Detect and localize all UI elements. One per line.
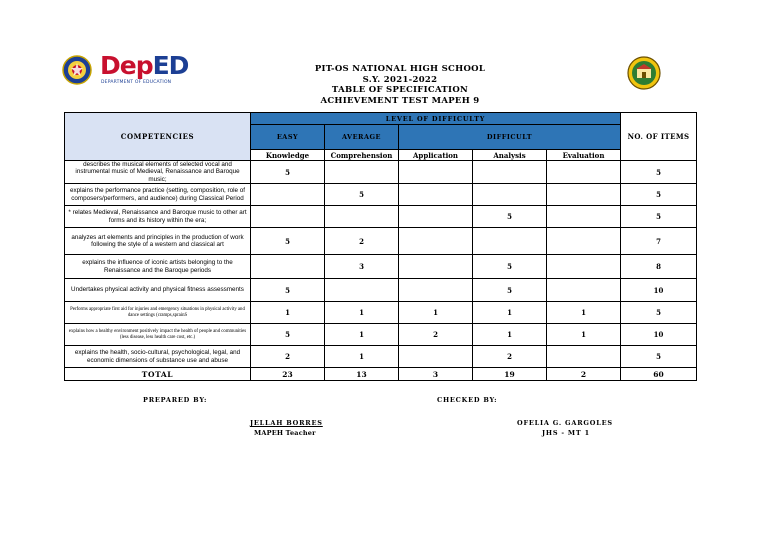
deped-logo: DepED — [100, 51, 189, 80]
test-title: ACHIEVEMENT TEST MAPEH 9 — [320, 95, 480, 106]
deped-seal-icon — [62, 55, 92, 85]
school-year: S.Y. 2021-2022 — [362, 74, 438, 85]
comprehension-header: Comprehension — [325, 150, 399, 161]
total-items: 60 — [621, 368, 697, 381]
analysis-cell: 5 — [473, 279, 547, 302]
competency-cell: Performs appropriate first aid for injuries and emergency situations in physical activity and dance settings (cramps,sprainS — [65, 302, 251, 324]
competency-cell: explains the influence of iconic artists belonging to the Renaissance and the Baroque periods — [65, 255, 251, 279]
total-application: 3 — [399, 368, 473, 381]
items-cell: 10 — [621, 324, 697, 346]
evaluation-cell — [547, 206, 621, 228]
application-cell — [399, 161, 473, 184]
competencies-header: COMPETENCIES — [65, 113, 251, 161]
comprehension-cell: 1 — [325, 346, 399, 368]
prepared-by-name: JELLAH BORRES — [250, 419, 323, 427]
comprehension-cell: 2 — [325, 228, 399, 255]
knowledge-header: Knowledge — [251, 150, 325, 161]
analysis-cell — [473, 161, 547, 184]
table-row — [65, 302, 697, 324]
analysis-cell — [473, 228, 547, 255]
competency-cell: Undertakes physical activity and physical fitness assessments — [65, 279, 251, 302]
items-cell: 7 — [621, 228, 697, 255]
knowledge-cell: 1 — [251, 302, 325, 324]
items-cell: 5 — [621, 161, 697, 184]
comprehension-cell: 5 — [325, 184, 399, 206]
analysis-cell: 2 — [473, 346, 547, 368]
knowledge-cell — [251, 206, 325, 228]
total-evaluation: 2 — [547, 368, 621, 381]
total-analysis: 19 — [473, 368, 547, 381]
application-cell — [399, 255, 473, 279]
competency-cell: analyzes art elements and principles in the production of work following the style of a western and classical art — [65, 228, 251, 255]
comprehension-cell — [325, 279, 399, 302]
items-cell: 5 — [621, 302, 697, 324]
checked-by-label: CHECKED BY: — [437, 396, 498, 404]
competency-cell: explains how a healthy environment positively impact the health of people and communities (less disease, less health care cost, etc.) — [65, 324, 251, 346]
knowledge-cell: 5 — [251, 161, 325, 184]
competency-cell: * relates Medieval, Renaissance and Baroque music to other art forms and its history within the era; — [65, 206, 251, 228]
knowledge-cell: 5 — [251, 324, 325, 346]
items-cell: 10 — [621, 279, 697, 302]
checked-by-title: JHS - MT 1 — [542, 429, 590, 437]
application-cell: 2 — [399, 324, 473, 346]
items-cell: 5 — [621, 184, 697, 206]
total-row — [65, 368, 697, 381]
comprehension-cell: 1 — [325, 302, 399, 324]
document-header — [250, 64, 550, 106]
knowledge-cell: 2 — [251, 346, 325, 368]
evaluation-cell — [547, 184, 621, 206]
comprehension-cell: 1 — [325, 324, 399, 346]
knowledge-cell: 5 — [251, 228, 325, 255]
total-comprehension: 13 — [325, 368, 399, 381]
analysis-cell: 5 — [473, 206, 547, 228]
total-label: TOTAL — [65, 368, 251, 381]
competency-cell: explains the performance practice (setting, composition, role of composers/performers, and audience) during Classical Period — [65, 184, 251, 206]
checked-by-name: OFELIA G. GARGOLES — [517, 419, 613, 427]
application-header: Application — [399, 150, 473, 161]
document-title: TABLE OF SPECIFICATION — [331, 85, 469, 95]
evaluation-cell: 1 — [547, 302, 621, 324]
evaluation-cell — [547, 279, 621, 302]
table-row — [65, 206, 697, 228]
items-header: NO. OF ITEMS — [621, 113, 697, 161]
application-cell: 1 — [399, 302, 473, 324]
average-header: AVERAGE — [325, 125, 399, 150]
evaluation-header: Evaluation — [547, 150, 621, 161]
analysis-cell — [473, 184, 547, 206]
table-row — [65, 279, 697, 302]
evaluation-cell — [547, 255, 621, 279]
table-row — [65, 228, 697, 255]
school-seal-icon — [627, 56, 661, 90]
evaluation-cell — [547, 228, 621, 255]
evaluation-cell — [547, 161, 621, 184]
table-row — [65, 346, 697, 368]
table-row — [65, 324, 697, 346]
application-cell — [399, 206, 473, 228]
evaluation-cell: 1 — [547, 324, 621, 346]
difficult-header: DIFFICULT — [399, 125, 621, 150]
knowledge-cell — [251, 184, 325, 206]
prepared-by-title: MAPEH Teacher — [254, 429, 316, 437]
level-of-difficulty-header: LEVEL OF DIFFICULTY — [251, 113, 621, 125]
comprehension-cell: 3 — [325, 255, 399, 279]
items-cell: 8 — [621, 255, 697, 279]
comprehension-cell — [325, 161, 399, 184]
table-row — [65, 161, 697, 184]
table-row — [65, 184, 697, 206]
evaluation-cell — [547, 346, 621, 368]
analysis-cell: 1 — [473, 302, 547, 324]
prepared-by-label: PREPARED BY: — [143, 396, 208, 404]
analysis-header: Analysis — [473, 150, 547, 161]
table-row — [65, 255, 697, 279]
specification-table — [64, 112, 697, 381]
application-cell — [399, 346, 473, 368]
school-name: PIT-OS NATIONAL HIGH SCHOOL — [314, 64, 486, 74]
items-cell: 5 — [621, 346, 697, 368]
knowledge-cell — [251, 255, 325, 279]
total-knowledge: 23 — [251, 368, 325, 381]
application-cell — [399, 184, 473, 206]
competency-cell: explains the health, socio-cultural, psychological, legal, and economic dimensions of substance use and abuse — [65, 346, 251, 368]
analysis-cell: 1 — [473, 324, 547, 346]
deped-logo-subtitle: DEPARTMENT OF EDUCATION — [101, 80, 172, 85]
comprehension-cell — [325, 206, 399, 228]
easy-header: EASY — [251, 125, 325, 150]
application-cell — [399, 279, 473, 302]
items-cell: 5 — [621, 206, 697, 228]
analysis-cell: 5 — [473, 255, 547, 279]
knowledge-cell: 5 — [251, 279, 325, 302]
application-cell — [399, 228, 473, 255]
competency-cell: describes the musical elements of selected vocal and instrumental music of Medieval, Renaissance and Baroque music; — [65, 161, 251, 184]
